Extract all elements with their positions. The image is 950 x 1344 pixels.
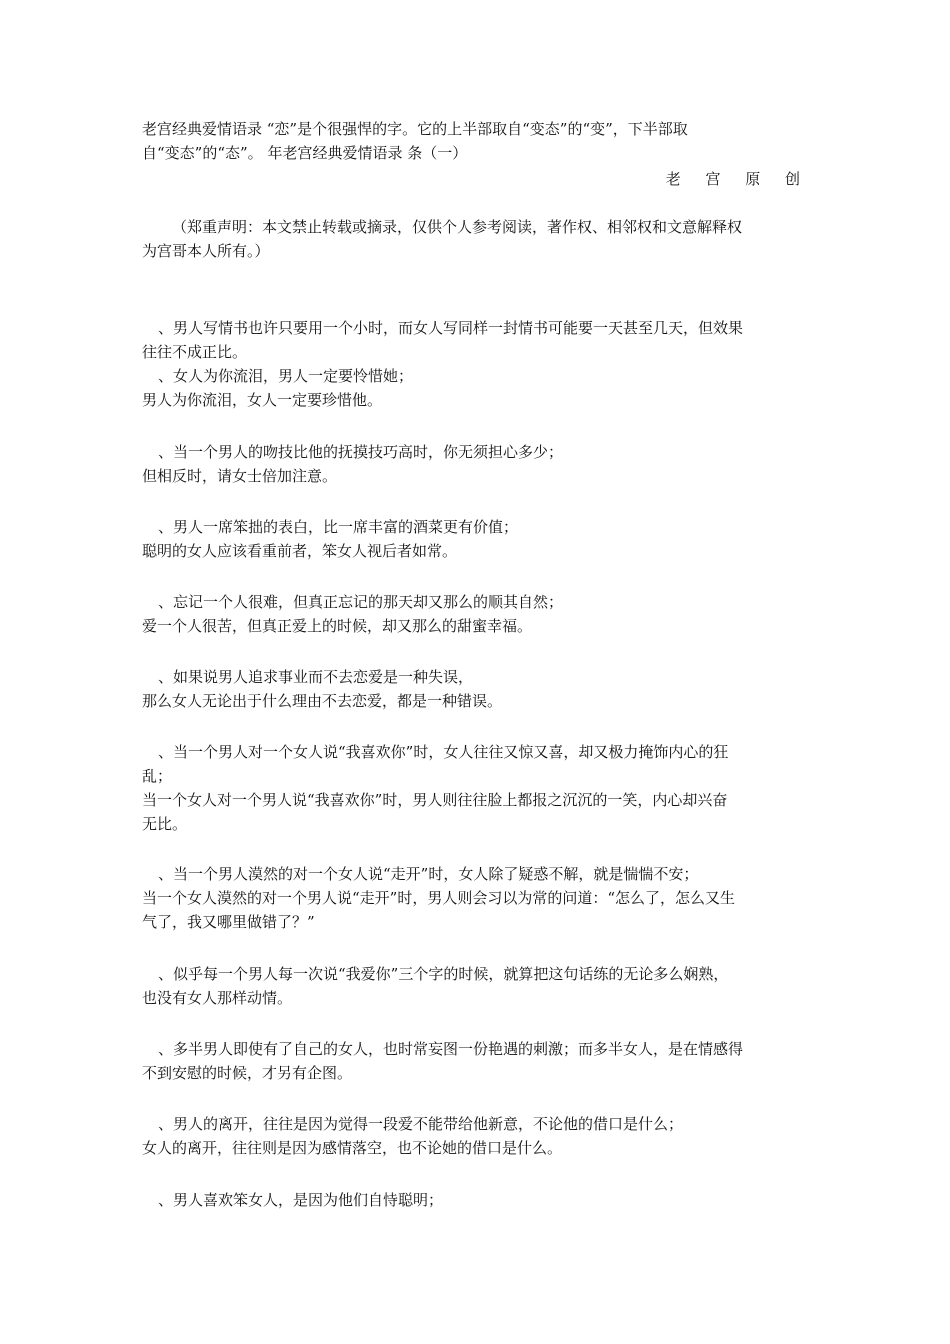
list-item-line: 气了，我又哪里做错了？” (142, 913, 315, 931)
author-signature: 老 宫 原 创 (665, 170, 810, 188)
list-item-line: 女人的离开，往往则是因为感情落空，也不论她的借口是什么。 (142, 1139, 563, 1157)
list-item-line: 但相反时，请女士倍加注意。 (142, 467, 338, 485)
list-item-line: 乱； (142, 767, 173, 785)
list-item (142, 1112, 814, 1160)
title-line-1: 老宫经典爱情语录 “恋”是个很强悍的字。它的上半部取自“变态”的“变”，下半部取 (142, 120, 688, 138)
list-item-line: 、男人喜欢笨女人，是因为他们自恃聪明； (158, 1191, 444, 1209)
list-item (142, 316, 814, 364)
list-item-line: 、似乎每一个男人每一次说“我爱你”三个字的时候，就算把这句话练的无论多么娴熟， (158, 965, 729, 983)
notice-line-1: （郑重声明：本文禁止转载或摘录，仅供个人参考阅读，著作权、相邻权和文意解释权 (172, 218, 743, 236)
list-item-line: 无比。 (142, 815, 188, 833)
list-item (142, 364, 814, 412)
list-item-line: 、当一个男人漠然的对一个女人说“走开”时，女人除了疑惑不解，就是惴惴不安； (158, 865, 699, 883)
list-item-line: 不到安慰的时候，才另有企图。 (142, 1064, 353, 1082)
list-item-line: 、男人写情书也许只要用一个小时，而女人写同样一封情书可能要一天甚至几天，但效果 (158, 319, 744, 337)
list-item (142, 515, 814, 563)
list-item-line: 往往不成正比。 (142, 343, 248, 361)
list-item (142, 440, 814, 488)
list-item-line: 当一个女人对一个男人说“我喜欢你”时，男人则往往脸上都报之沉沉的一笑，内心却兴奋 (142, 791, 728, 809)
list-item (142, 1037, 814, 1085)
list-item (142, 1188, 814, 1212)
list-item-line: 当一个女人漠然的对一个男人说“走开”时，男人则会习以为常的问道：“怎么了，怎么又生 (142, 889, 736, 907)
list-item (142, 665, 814, 713)
list-item (142, 740, 814, 836)
list-item-line: 聪明的女人应该看重前者，笨女人视后者如常。 (142, 542, 458, 560)
list-item-line: 、如果说男人追求事业而不去恋爱是一种失误， (158, 668, 474, 686)
list-item-line: 那么女人无论出于什么理由不去恋爱，都是一种错误。 (142, 692, 503, 710)
list-item-line: 爱一个人很苦，但真正爱上的时候，却又那么的甜蜜幸福。 (142, 617, 533, 635)
list-item-line: 、当一个男人对一个女人说“我喜欢你”时，女人往往又惊又喜，却又极力掩饰内心的狂 (158, 743, 729, 761)
list-item-line: 男人为你流泪，女人一定要珍惜他。 (142, 391, 383, 409)
copyright-notice (142, 215, 814, 263)
list-item-line: 、忘记一个人很难，但真正忘记的那天却又那么的顺其自然； (158, 593, 564, 611)
list-item-line: 、多半男人即使有了自己的女人，也时常妄图一份艳遇的刺激；而多半女人，是在情感得 (158, 1040, 744, 1058)
list-item-line: 也没有女人那样动情。 (142, 989, 293, 1007)
list-item (142, 590, 814, 638)
list-item-line: 、女人为你流泪，男人一定要怜惜她； (158, 367, 414, 385)
list-item-line: 、男人的离开，往往是因为觉得一段爱不能带给他新意，不论他的借口是什么； (158, 1115, 684, 1133)
title-line-2: 自“变态”的“态”。 年老宫经典爱情语录 条（一） (142, 144, 468, 162)
list-item-line: 、男人一席笨拙的表白，比一席丰富的酒菜更有价值； (158, 518, 519, 536)
list-item (142, 862, 814, 934)
list-item (142, 962, 814, 1010)
title-block (142, 117, 814, 165)
list-item-line: 、当一个男人的吻技比他的抚摸技巧高时，你无须担心多少； (158, 443, 564, 461)
notice-line-2: 为宫哥本人所有。） (142, 242, 270, 260)
